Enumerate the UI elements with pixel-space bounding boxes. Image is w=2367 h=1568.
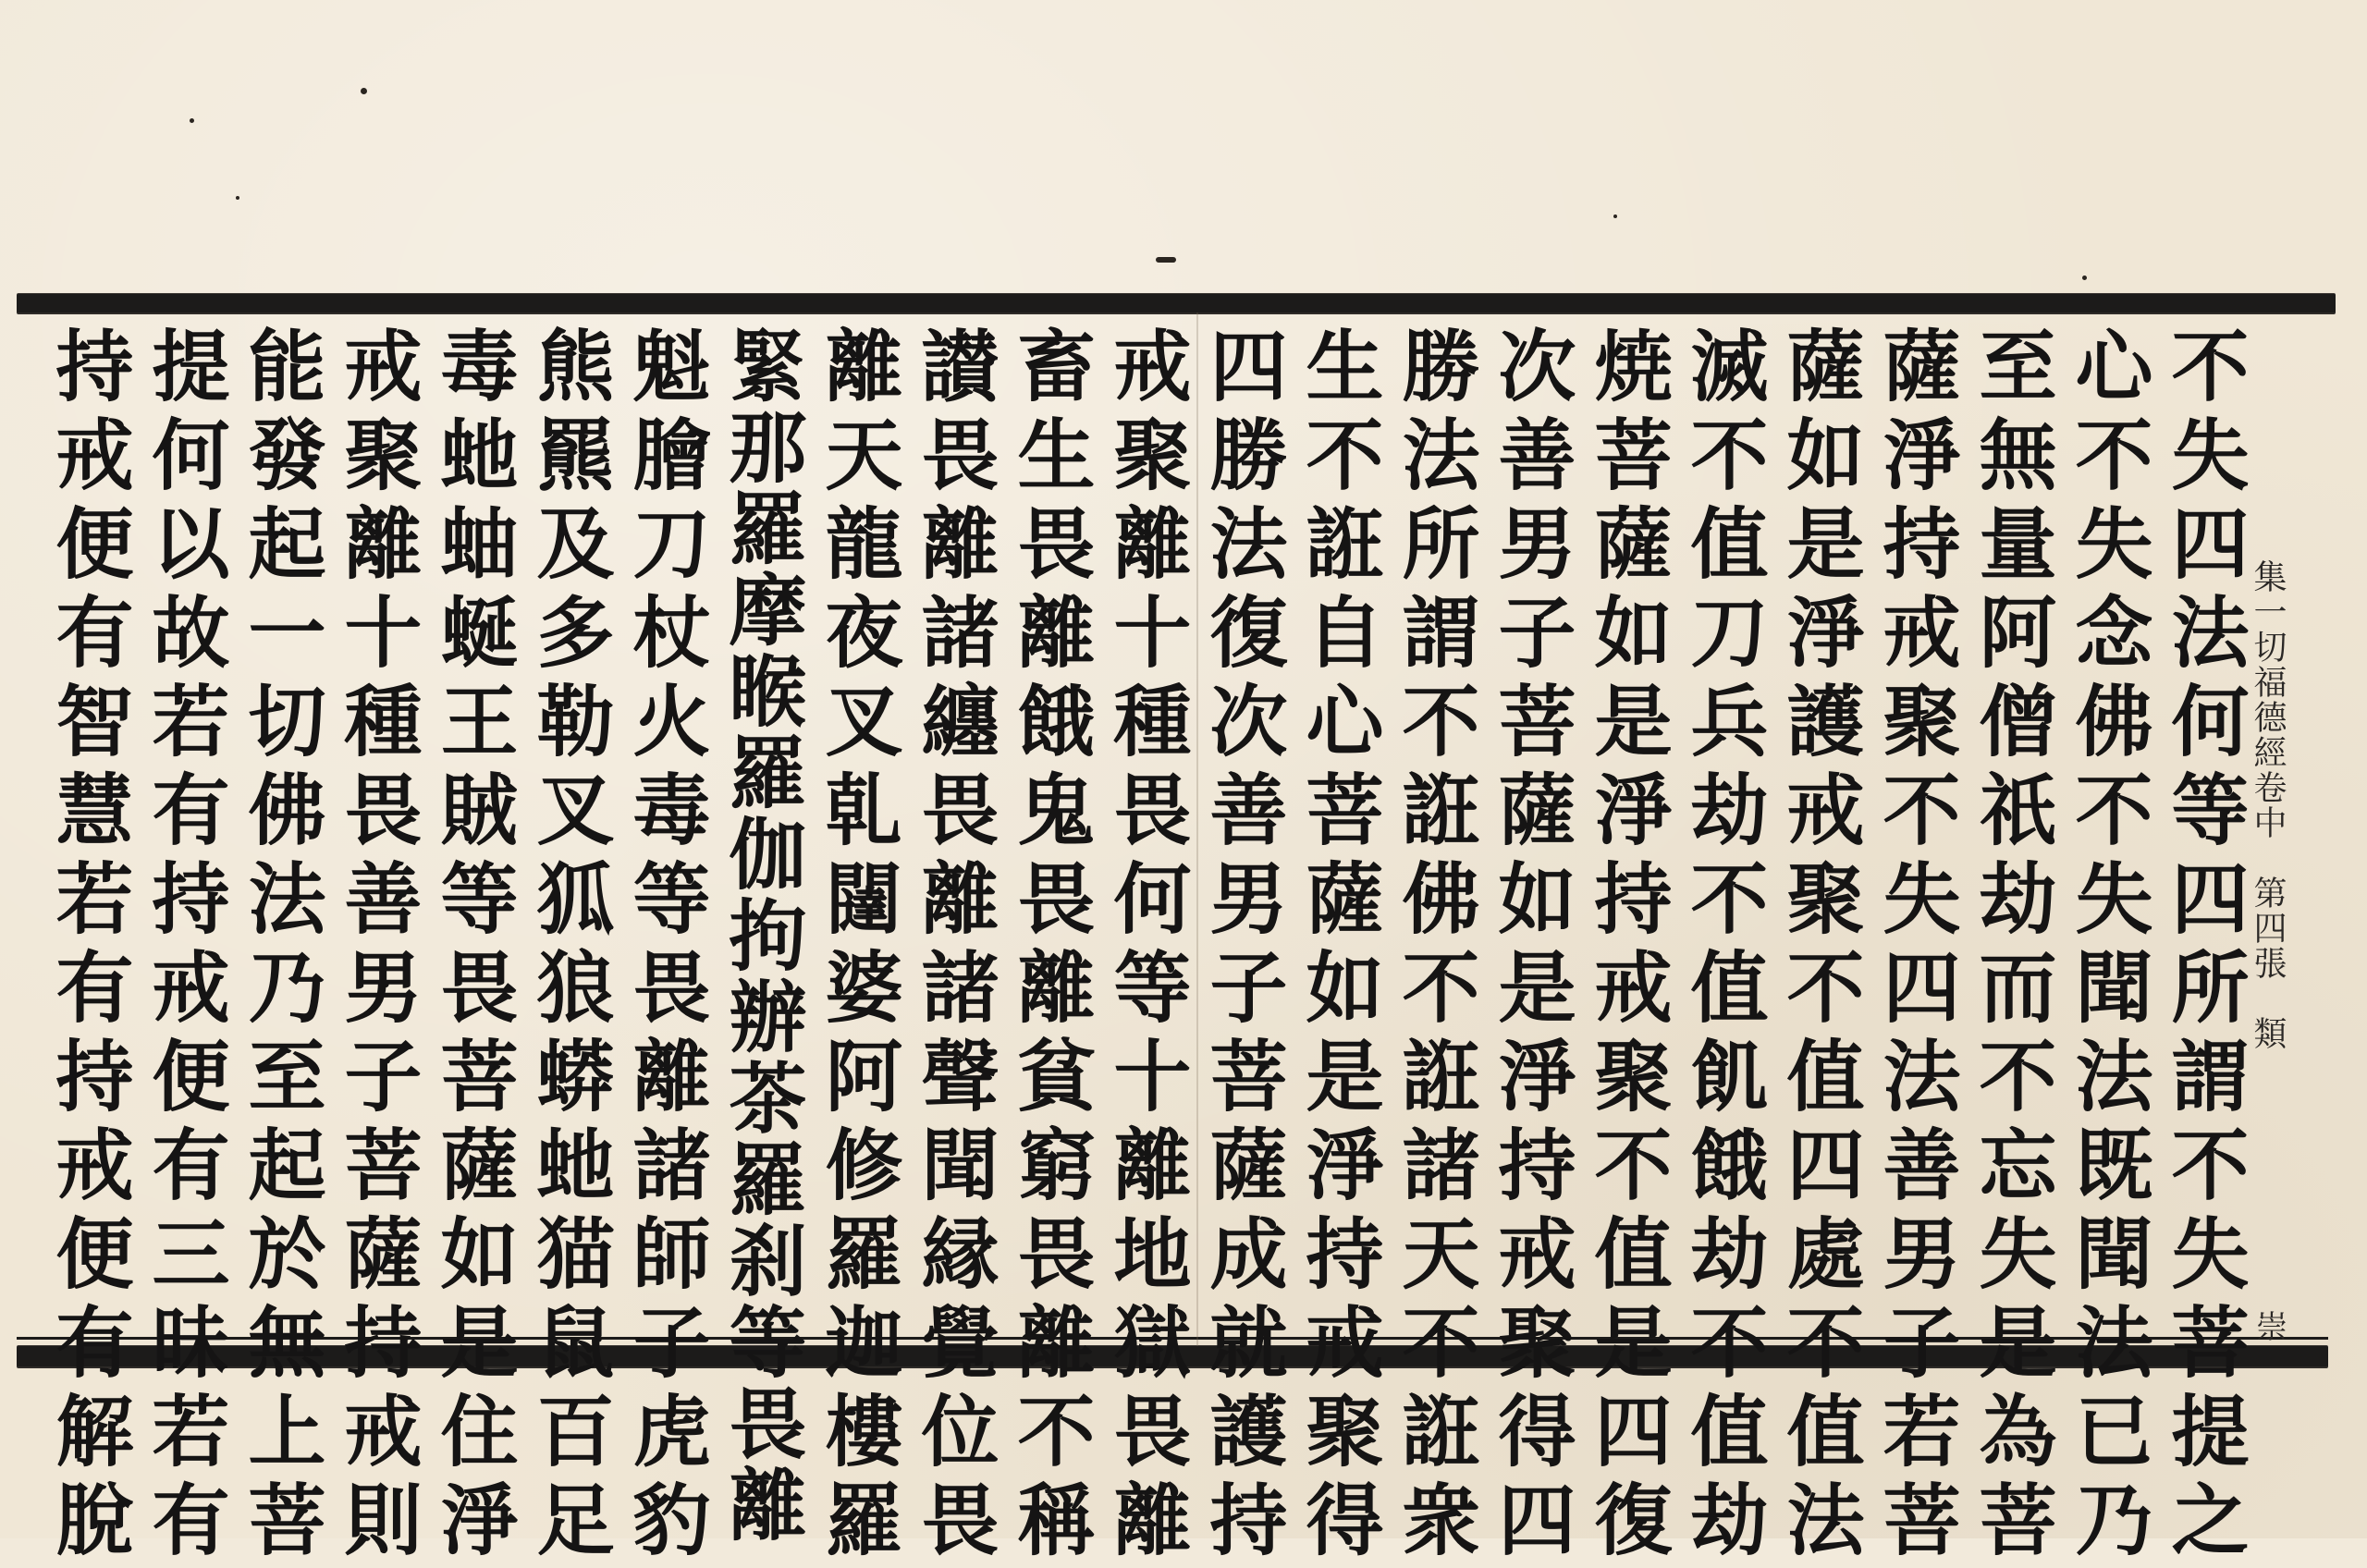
text-column-17: 魁膾刀杖火毒等畏離諸師子虎豹 — [620, 325, 712, 1568]
ink-speck — [236, 196, 239, 200]
text-column-9: 勝法所謂不誑佛不誑諸天不誑衆 — [1390, 325, 1481, 1568]
text-column-10: 生不誑自心菩薩如是淨持戒聚得 — [1294, 325, 1385, 1568]
text-column-20: 戒聚離十種畏善男子菩薩持戒則 — [332, 325, 423, 1568]
ink-speck — [2082, 276, 2087, 280]
text-block — [37, 305, 2293, 1568]
text-column-19: 毒虵蚰蜒王賊等畏菩薩如是住淨 — [428, 325, 520, 1568]
text-column-8: 次善男子菩薩如是淨持戒聚得四 — [1486, 325, 1577, 1568]
text-column-12: 戒聚離十種畏何等十離地獄畏離 — [1101, 325, 1193, 1568]
text-column-21: 能發起一切佛法乃至起於無上菩 — [236, 325, 327, 1568]
text-column-13: 畜生畏離餓鬼畏離貧窮畏離不稱 — [1005, 325, 1097, 1568]
ink-speck — [1613, 214, 1617, 218]
text-column-18: 熊羆及多勒叉狐狼蟒虵猫鼠百足 — [524, 325, 616, 1568]
text-column-1: 不失四法何等四所謂不失菩提之 — [2159, 325, 2250, 1568]
text-column-6: 滅不值刀兵劫不值飢餓劫不值劫 — [1678, 325, 1770, 1568]
text-column-3: 至無量阿僧祇劫而不忘失是為菩 — [1967, 325, 2058, 1568]
ink-speck — [190, 118, 194, 123]
margin-title-label: 集一切福德經卷中 第四張 類 — [2249, 559, 2287, 1051]
text-column-14: 讃畏離諸纏畏離諸聲聞縁覺位畏 — [909, 325, 1000, 1568]
ink-speck — [1156, 257, 1176, 263]
text-column-7: 焼菩薩如是淨持戒聚不值是四復 — [1582, 325, 1674, 1568]
page-mark: 崇 — [2256, 1309, 2287, 1346]
text-column-16: 緊那羅摩睺羅伽拘辦茶羅刹等畏離 — [717, 325, 808, 1546]
ink-speck — [361, 88, 367, 94]
text-column-15: 離天龍夜叉乹闥婆阿修羅迦樓羅 — [813, 325, 904, 1568]
text-column-5: 薩如是淨護戒聚不值四處不值法 — [1774, 325, 1866, 1568]
text-column-22: 提何以故若有持戒便有三昧若有 — [140, 325, 231, 1568]
text-column-4: 薩淨持戒聚不失四法善男子若菩 — [1870, 325, 1962, 1568]
text-column-2: 心不失念佛不失聞法既聞法已乃 — [2063, 325, 2154, 1568]
text-column-11: 四勝法復次善男子菩薩成就護持 — [1197, 325, 1289, 1568]
text-column-23: 持戒便有智慧若有持戒便有解脫 — [43, 325, 135, 1568]
